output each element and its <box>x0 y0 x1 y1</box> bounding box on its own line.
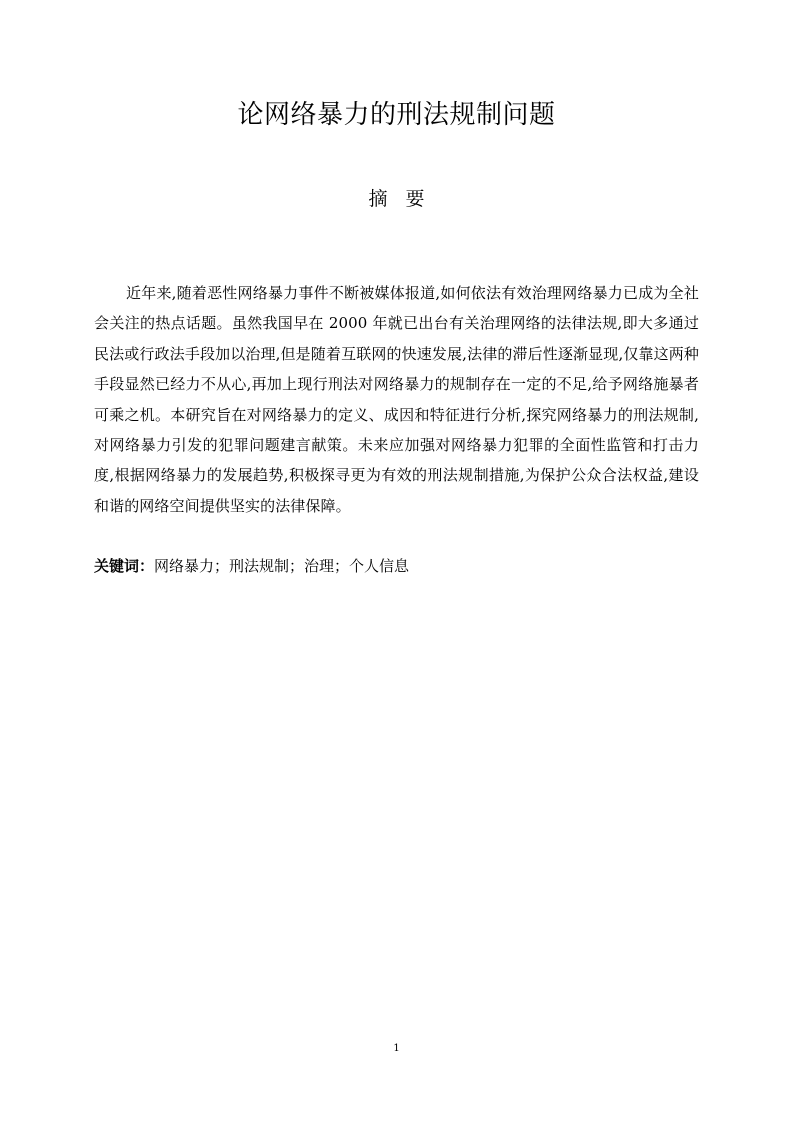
abstract-heading: 摘要 <box>368 188 443 210</box>
keywords-label: 关键词： <box>94 557 155 575</box>
keywords-line <box>94 553 699 579</box>
document-title: 论网络暴力的刑法规制问题 <box>237 100 556 130</box>
abstract-paragraph: 近年来,随着恶性网络暴力事件不断被媒体报道,如何依法有效治理网络暴力已成为全社会关注的热点话题。虽然我国早在 2000 年就已出台有关治理网络的法律法规,即大多通过民法或行政法手段加以治理,但是随着互联网的快速发展,法律的滞后性逐渐显现,仅靠这两种手段显然已经力不从心,再加上现行刑法对网络暴力的规制存在一定的不足,给予网络施暴者可乘之机。本研究旨在对网络暴力的定义、成因和特征进行分析,探究网络暴力的刑法规制,对网络暴力引发的犯罪问题建言献策。未来应加强对网络暴力犯罪的全面性监管和打击力度,根据网络暴力的发展趋势,积极探寻更为有效的刑法规制措施,为保护公众合法权益,建设和谐的网络空间提供坚实的法律保障。 <box>94 284 699 515</box>
page-number: 1 <box>393 1043 400 1054</box>
keywords-text: 网络暴力；刑法规制；治理；个人信息 <box>154 557 410 575</box>
